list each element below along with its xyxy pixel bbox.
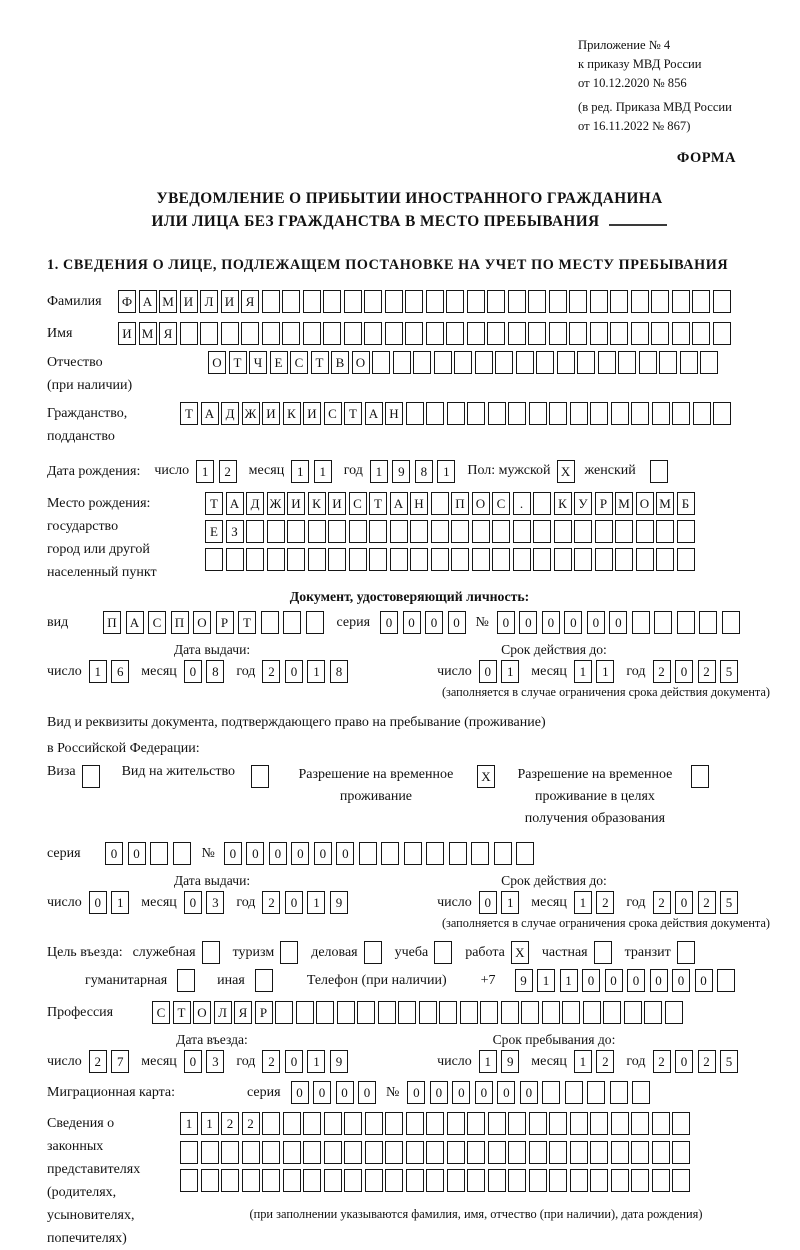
birth-place-label: Место рождения:	[47, 495, 151, 511]
birth-month-boxes[interactable]: 1 1	[291, 460, 332, 483]
entry-month-boxes[interactable]: 0 3	[184, 1050, 225, 1073]
name-row	[47, 320, 772, 347]
birth-date-label: Дата рождения:	[47, 463, 141, 479]
valid-until-heading: Срок действия до:	[501, 642, 607, 657]
birth-place-boxes-row1[interactable]: Т А Д Ж И К И С Т А Н П О С . К У Р М О М Б	[205, 492, 695, 515]
purpose-study-checkbox[interactable]	[434, 941, 452, 964]
purpose-private-checkbox[interactable]	[594, 941, 612, 964]
citizenship-boxes[interactable]: Т А Д Ж И К И С Т А Н	[180, 402, 731, 425]
month-label: месяц	[141, 894, 177, 910]
purpose-tourism-label: туризм	[232, 944, 275, 960]
patronymic-boxes[interactable]: О Т Ч Е С Т В О	[208, 351, 718, 374]
patronymic-note: (при наличии)	[47, 378, 133, 393]
entry-purpose-row2	[47, 969, 772, 992]
month-label: месяц	[531, 894, 567, 910]
profession-boxes[interactable]: С Т О Л Я Р	[152, 1001, 683, 1024]
representatives-block	[47, 1112, 772, 1250]
forma-label: ФОРМА	[676, 150, 736, 166]
migration-card-label: Миграционная карта:	[47, 1085, 176, 1100]
residence-doc-note: (заполняется в случае ограничения срока действия документа)	[441, 916, 770, 930]
day-label: число	[437, 663, 472, 679]
year-label: год	[343, 463, 363, 478]
title-underline	[609, 210, 667, 226]
visa-checkbox[interactable]	[82, 765, 100, 788]
doc-serial-boxes[interactable]: 0 0 0 0	[380, 611, 466, 634]
residence-valid-month[interactable]: 1 2	[574, 891, 615, 914]
residence-issue-date	[47, 891, 348, 914]
appendix-reference	[578, 36, 764, 136]
appendix-line: от 10.12.2020 № 856	[578, 76, 687, 90]
residence-issue-year[interactable]: 2 0 1 9	[262, 891, 348, 914]
purpose-transit-label: транзит	[624, 944, 671, 960]
temp-residence-label2: проживание	[339, 789, 413, 804]
profession-row	[47, 999, 772, 1026]
residence-number-label: №	[201, 845, 215, 861]
year-label: год	[626, 1053, 646, 1069]
citizenship-label2: подданство	[47, 428, 115, 444]
identity-doc-dates	[47, 660, 772, 683]
identity-issue-month[interactable]: 0 8	[184, 660, 225, 683]
entry-date-headings	[47, 1032, 772, 1048]
migration-number-boxes[interactable]: 0 0 0 0 0 0	[407, 1081, 650, 1104]
appendix-line: к приказу МВД России	[578, 57, 702, 71]
purpose-other-label: иная	[217, 972, 245, 988]
day-label: число	[437, 894, 472, 910]
temp-residence-edu-checkbox[interactable]	[691, 765, 709, 788]
year-label: год	[626, 894, 646, 910]
patronymic-label: Отчество	[47, 355, 103, 370]
migration-serial-boxes[interactable]: 0 0 0 0	[291, 1081, 377, 1104]
stay-until-group	[437, 1050, 738, 1073]
year-label: год	[236, 894, 256, 910]
residence-doc-dates	[47, 891, 772, 914]
month-label: месяц	[141, 1053, 177, 1069]
entry-date-heading: Дата въезда:	[176, 1032, 248, 1047]
stay-year-boxes[interactable]: 2 0 2 5	[653, 1050, 739, 1073]
migration-number-label: №	[386, 1084, 400, 1100]
doc-serial-label: серия	[336, 614, 371, 630]
birth-place-label-city1: город или другой	[47, 541, 150, 557]
section1-heading: 1. СВЕДЕНИЯ О ЛИЦЕ, ПОДЛЕЖАЩЕМ ПОСТАНОВКЕ НА УЧЕТ ПО МЕСТУ ПРЕБЫВАНИЯ	[47, 257, 729, 273]
profession-label: Профессия	[47, 1005, 114, 1020]
citizenship-row	[47, 402, 772, 448]
entry-date-group	[47, 1050, 348, 1073]
day-label: число	[437, 1053, 472, 1069]
identity-valid-day[interactable]: 0 1	[479, 660, 520, 683]
issue-date-heading: Дата выдачи:	[173, 642, 251, 657]
appendix-line: Приложение № 4	[578, 38, 671, 52]
temp-residence-edu-label1: Разрешение на временное	[517, 767, 673, 782]
birth-place-boxes-row3[interactable]	[205, 548, 695, 571]
migration-serial-label: серия	[247, 1084, 281, 1100]
identity-issue-date	[47, 660, 348, 683]
representatives-label-line: усыновителях,	[47, 1208, 135, 1223]
purpose-humanitarian-label: гуманитарная	[85, 972, 168, 988]
residence-doc-options	[47, 764, 772, 830]
entry-year-boxes[interactable]: 2 0 1 9	[262, 1050, 348, 1073]
birth-place-boxes-row2[interactable]: Е З	[205, 520, 695, 543]
entry-purpose-label: Цель въезда:	[47, 944, 123, 960]
sex-male-checkbox[interactable]: X	[557, 460, 575, 483]
purpose-business-label: деловая	[311, 944, 358, 960]
representatives-label-line: Сведения о	[47, 1116, 115, 1131]
residence-doc-serial-row	[47, 840, 772, 867]
stay-until-heading: Срок пребывания до:	[492, 1032, 616, 1047]
surname-boxes[interactable]: Ф А М И Л И Я	[118, 290, 731, 313]
purpose-humanitarian-checkbox[interactable]	[177, 969, 195, 992]
residence-permit-label: Вид на жительство	[121, 764, 235, 779]
year-label: год	[236, 1053, 256, 1069]
identity-issue-year[interactable]: 2 0 1 8	[262, 660, 348, 683]
day-label: число	[47, 894, 82, 910]
residence-valid-day[interactable]: 0 1	[479, 891, 520, 914]
identity-valid-date	[437, 660, 738, 683]
sex-female-label: женский	[584, 463, 636, 478]
purpose-work-label: работа	[465, 944, 505, 960]
birth-date-group	[154, 460, 455, 483]
residence-doc-date-headings	[47, 873, 772, 889]
day-label: число	[154, 463, 190, 478]
temp-residence-edu-label2: проживание в целях	[535, 789, 655, 804]
name-boxes[interactable]: И М Я	[118, 322, 731, 345]
appendix-line: (в ред. Приказа МВД России	[578, 100, 732, 114]
residence-issue-month[interactable]: 0 3	[184, 891, 225, 914]
surname-label: Фамилия	[47, 294, 102, 309]
visa-label: Виза	[47, 764, 76, 779]
representatives-note: (при заполнении указываются фамилия, имя, отчество (при наличии), дата рождения)	[249, 1207, 703, 1221]
form-title-line2: ИЛИ ЛИЦА БЕЗ ГРАЖДАНСТВА В МЕСТО ПРЕБЫВАНИЯ	[151, 213, 600, 230]
doc-number-label: №	[475, 614, 489, 630]
month-label: месяц	[531, 663, 567, 679]
purpose-private-label: частная	[541, 944, 588, 960]
day-label: число	[47, 663, 82, 679]
identity-valid-month[interactable]: 1 1	[574, 660, 615, 683]
residence-valid-year[interactable]: 2 0 2 5	[653, 891, 739, 914]
doc-type-boxes[interactable]: П А С П О Р Т	[103, 611, 324, 634]
birth-day-boxes[interactable]: 1 2	[196, 460, 237, 483]
residence-permit-checkbox[interactable]	[251, 765, 269, 788]
appendix-line: от 16.11.2022 № 867)	[578, 119, 691, 133]
birth-place-label-city2: населенный пункт	[47, 564, 157, 580]
residence-doc-intro1: Вид и реквизиты документа, подтверждающего право на пребывание (проживание)	[47, 715, 546, 730]
purpose-official-label: служебная	[132, 944, 196, 960]
temp-residence-checkbox[interactable]: X	[477, 765, 495, 788]
representatives-boxes-row2[interactable]	[180, 1141, 690, 1164]
identity-doc-note: (заполняется в случае ограничения срока действия документа)	[441, 685, 770, 699]
residence-doc-intro2: в Российской Федерации:	[47, 741, 200, 756]
month-label: месяц	[141, 663, 177, 679]
entry-dates	[47, 1050, 772, 1073]
entry-day-boxes[interactable]: 2 7	[89, 1050, 130, 1073]
representatives-label-line: попечителях)	[47, 1231, 127, 1246]
purpose-other-checkbox[interactable]	[255, 969, 273, 992]
month-label: месяц	[531, 1053, 567, 1069]
month-label: месяц	[248, 463, 285, 478]
purpose-official-checkbox[interactable]	[202, 941, 220, 964]
identity-doc-row	[47, 609, 772, 636]
identity-doc-date-headings	[47, 642, 772, 658]
doc-number-boxes[interactable]: 0 0 0 0 0 0	[497, 611, 740, 634]
doc-type-label: вид	[47, 615, 69, 630]
phone-label: Телефон (при наличии)	[306, 972, 447, 988]
year-label: год	[236, 663, 256, 679]
residence-number-boxes[interactable]: 0 0 0 0 0 0	[224, 842, 535, 865]
temp-residence-edu-label3: получения образования	[524, 811, 666, 826]
issue-date-heading: Дата выдачи:	[173, 873, 251, 888]
representatives-label-line: представителях	[47, 1162, 141, 1177]
surname-row	[47, 288, 772, 315]
migration-card-row	[47, 1079, 772, 1106]
birth-year-boxes[interactable]: 1 9 8 1	[370, 460, 456, 483]
valid-until-heading: Срок действия до:	[501, 873, 607, 888]
representatives-boxes-row1[interactable]: 1 1 2 2	[180, 1112, 690, 1135]
birth-date-row	[47, 458, 772, 485]
stay-month-boxes[interactable]: 1 2	[574, 1050, 615, 1073]
name-label: Имя	[47, 325, 73, 341]
residence-valid-date	[437, 891, 738, 914]
form-title-line1: УВЕДОМЛЕНИЕ О ПРИБЫТИИ ИНОСТРАННОГО ГРАЖДАНИНА	[156, 190, 663, 207]
residence-serial-boxes[interactable]: 0 0	[105, 842, 191, 865]
purpose-transit-checkbox[interactable]	[677, 941, 695, 964]
entry-purpose-row	[47, 941, 772, 964]
birth-place-block	[47, 492, 772, 584]
purpose-tourism-checkbox[interactable]	[280, 941, 298, 964]
identity-issue-day[interactable]: 1 6	[89, 660, 130, 683]
purpose-study-label: учеба	[394, 944, 429, 960]
phone-boxes[interactable]: 9 1 1 0 0 0 0 0 0	[515, 969, 736, 992]
sex-female-checkbox[interactable]	[650, 460, 668, 483]
form-title	[47, 187, 772, 233]
purpose-work-checkbox[interactable]: X	[511, 941, 529, 964]
residence-issue-day[interactable]: 0 1	[89, 891, 130, 914]
sex-male-label: Пол: мужской	[467, 463, 551, 478]
representatives-label-line: законных	[47, 1139, 104, 1154]
identity-doc-heading: Документ, удостоверяющий личность:	[289, 588, 530, 604]
identity-valid-year[interactable]: 2 0 2 5	[653, 660, 739, 683]
stay-day-boxes[interactable]: 1 9	[479, 1050, 520, 1073]
birth-place-label-state: государство	[47, 518, 119, 534]
representatives-boxes-row3[interactable]	[180, 1169, 690, 1192]
patronymic-row	[47, 351, 772, 397]
residence-serial-label: серия	[47, 846, 81, 861]
day-label: число	[47, 1053, 82, 1069]
purpose-business-checkbox[interactable]	[364, 941, 382, 964]
citizenship-label: Гражданство,	[47, 405, 128, 421]
phone-prefix: +7	[480, 972, 496, 988]
temp-residence-label1: Разрешение на временное	[298, 767, 454, 782]
representatives-label-line: (родителях,	[47, 1185, 117, 1200]
year-label: год	[626, 663, 646, 679]
